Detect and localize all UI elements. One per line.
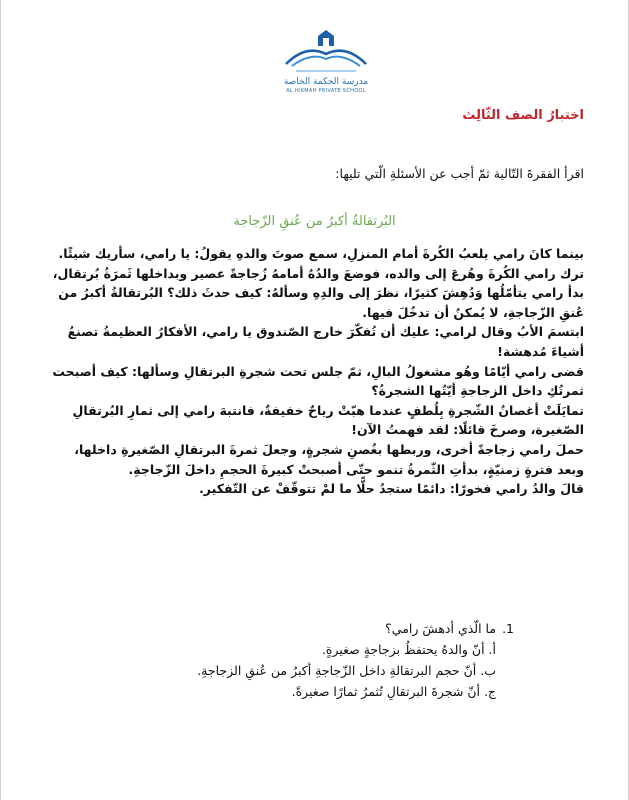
logo-english-text: AL HIKMAH PRIVATE SCHOOL (286, 88, 366, 94)
story-paragraph: ابتسمَ الأبُ وقال لرامي: عليك أن تُفكّرَ خارج الصّندوق يا رامي، الأفكارُ العظيمةُ تصنعُ أشياءَ مُدهشة! (67, 324, 584, 359)
question-number: 1. (502, 621, 514, 636)
story-paragraph: قالَ والدُ رامي فخورًا: دائمًا ستجدُ حلًّا ما لمْ تتوقّفْ عن التّفكير. (199, 481, 584, 497)
question-text: ما الّذي أدهشَ رامي؟ (385, 621, 497, 636)
reading-instruction: اقرأ الفقرةَ التّالية ثمّ أجب عن الأسئلةِ الّتي تليها: (335, 166, 584, 181)
answer-option: ب. أنّ حجم البرتقالةِ داخل الزّجاجةِ أكبرُ من عُنقِ الزجاجةِ. (197, 663, 496, 678)
answer-option: أ. أنّ والدهُ يحتفظُ بزجاجةٍ صغيرةٍ. (321, 642, 496, 657)
logo-arabic-text: مدرسة الحكمة الخاصة (283, 77, 369, 87)
answer-option: ج. أنّ شجرةَ البرتقالِ تُثمرُ ثمارًا صغيرةً. (291, 684, 496, 699)
story-paragraph: قضى رامي أيّامًا وهُو مشغولُ البالِ، ثمّ جلس تحت شجرةِ البرتقالِ وسألها: كيف أصبحت ثمرتُكِ داخل الزجاجةِ أيّتُها الشجرةُ؟ (52, 363, 584, 399)
story-paragraph: حملَ رامي زجاجةً أخرى، وربطها بغُصنِ شجرةٍ، وجعلَ ثمرةَ البرتقالِ الصّغيرةِ داخلها، وبعد فترةٍ زمنيّةٍ، بدأتِ الثّمرةُ تنمو حتّى أصبحتْ كبيرةَ الحجمِ داخلَ الزّجاجةِ. (74, 441, 584, 477)
story-text (45, 244, 584, 499)
story-paragraph: بينما كانَ رامي يلعبُ الكُرةَ أمام المنزلِ، سمع صوتَ والدهِ يقولُ: يا رامي، سأريك شيئًا. (58, 246, 584, 261)
story-paragraph: ترك رامي الكُرةَ وهُرعَ إلى والده، فوضعَ والدُهُ أمامهُ زُجاجةً عصير وبداخلها ثَمرَةُ بُرتقال، بدأ رامي يتأمّلُها وَدُهِشَ كثيرًا، نظرَ إلى والدِهِ وسألهُ: كيف حدثَ ذلك؟ البُرتقالةُ أكبرُ من عُنقِ الزّجاجةِ، لا يُمكنُ أن تدخُلَ فيها. (52, 265, 584, 320)
question-item (45, 618, 584, 639)
story-paragraph: تمايَلَتْ أغصانُ الشّجرةِ بِلُطفٍ عندما هبّتْ رياحٌ خفيفةٌ، فانتبهَ رامي إلى ثمارِ البُرتقالِ الصّغيرة، وصرخَ قائلًا: لقد فهمتُ الآن! (72, 402, 584, 438)
questions-section (45, 618, 584, 702)
school-logo-graphic (266, 24, 386, 79)
test-title: اختبارُ الصف الثّالِث (462, 108, 584, 123)
school-logo (266, 24, 386, 94)
story-title: البُرتقالةُ أكبرُ من عُنقِ الزّجاجة (233, 214, 396, 229)
